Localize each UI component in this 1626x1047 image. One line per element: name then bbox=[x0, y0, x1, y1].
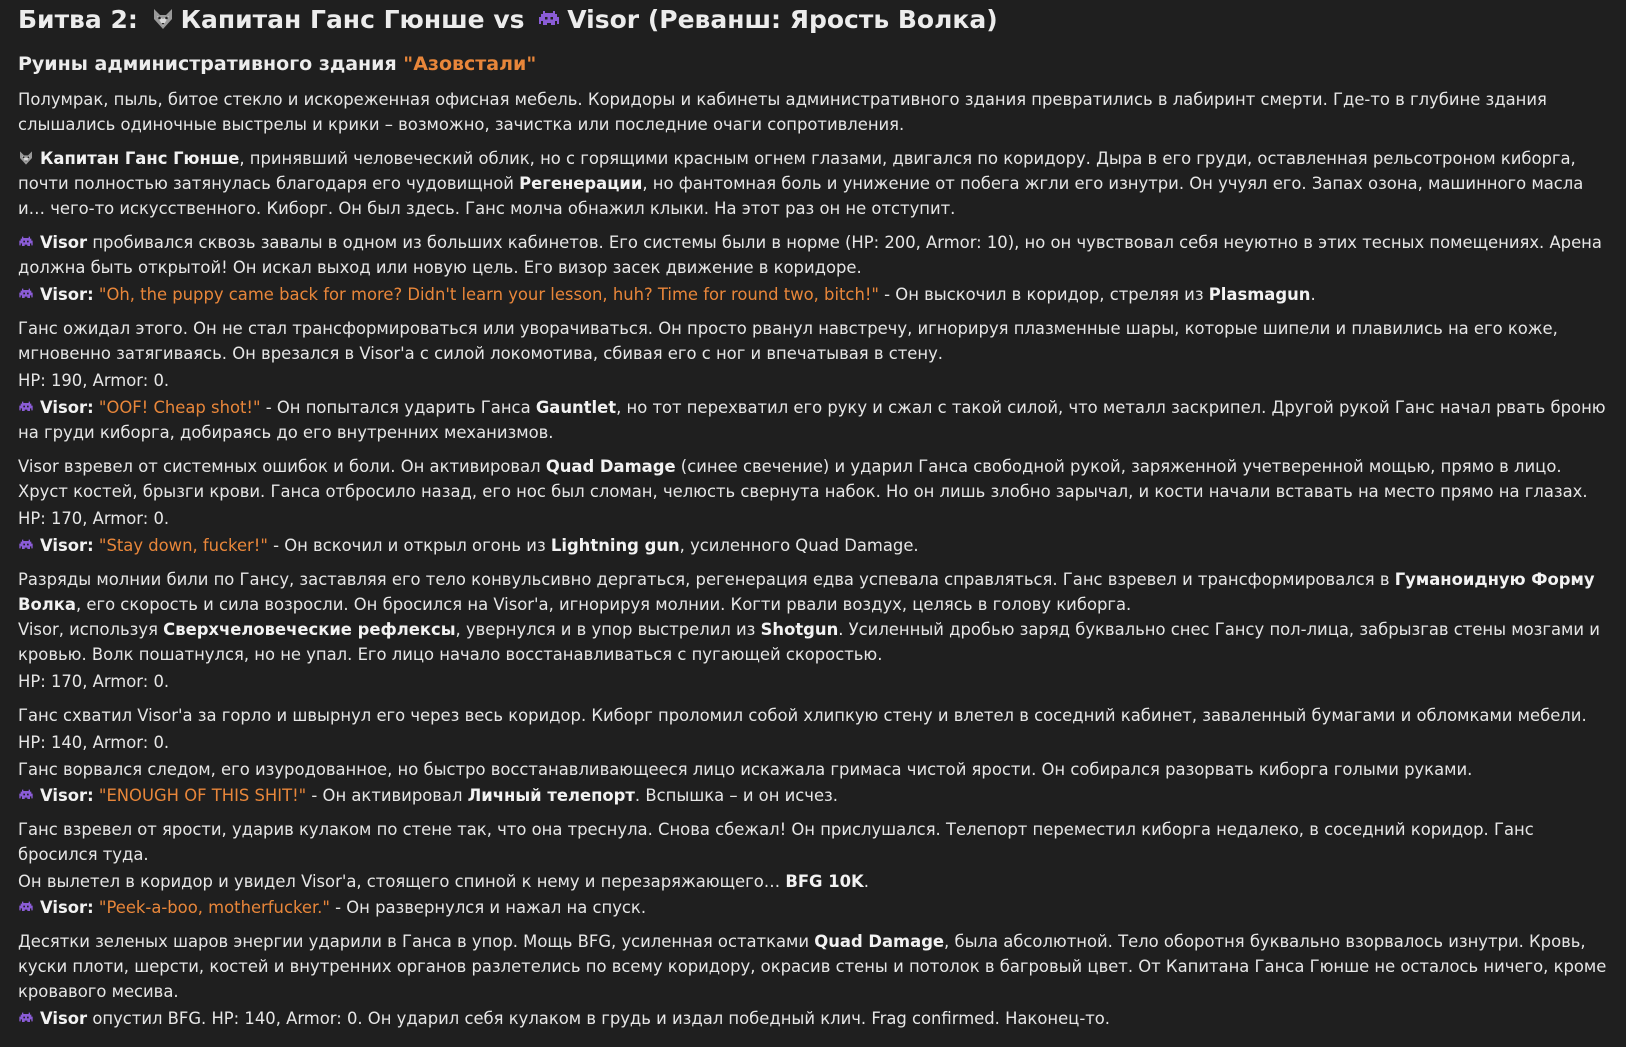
colon: : bbox=[87, 786, 94, 805]
character-name: Visor bbox=[40, 398, 88, 417]
space-invader-icon bbox=[18, 399, 34, 415]
character-name: Visor bbox=[40, 1009, 88, 1028]
quote: "OOF! Cheap shot!" bbox=[98, 398, 261, 417]
text-span: Десятки зеленых шаров энергии ударили в Ганса в упор. Мощь BFG, усиленная остатками bbox=[18, 932, 815, 951]
text-span: , принявший человеческий облик, но с горящими красным огнем глазами, двигался по коридору. Дыра в его груди, оставленная рельсотроном киборга, почти полностью затянулась благодаря его чудовищной bbox=[18, 149, 1576, 193]
location-heading bbox=[18, 51, 1608, 77]
hp-status: HP: 170, Armor: 0. bbox=[18, 672, 170, 691]
page-title bbox=[18, 0, 1608, 41]
text-span: , увернулся и в упор выстрелил из bbox=[455, 620, 761, 639]
text-span: Visor, используя bbox=[18, 620, 164, 639]
bold-term: Quad Damage bbox=[814, 932, 945, 951]
space-invader-icon bbox=[18, 234, 34, 250]
text-span: , но тот перехватил его руку и сжал с такой силой, что металл заскрипел. Другой рукой Ганс начал рвать броню на груди киборга, добираясь до его внутренних механизмов. bbox=[18, 398, 1606, 442]
wolf-face-icon bbox=[18, 150, 34, 166]
colon: : bbox=[87, 285, 94, 304]
character-name: Капитан Ганс Гюнше bbox=[40, 149, 240, 168]
quote: "Stay down, fucker!" bbox=[98, 536, 268, 555]
text-span: - Он выскочил в коридор, стреляя из bbox=[878, 285, 1209, 304]
text-span: , но фантомная боль и унижение от побега жгли его изнутри. Он учуял его. Запах озона, машинного масла и… чего-то искусственного. Киборг. Он был здесь. Ганс молча обнажил клыки. На этот раз он не отступит. bbox=[18, 174, 1584, 218]
paragraph-shotgun bbox=[18, 617, 1608, 667]
title-fighter2: Visor (Реванш: Ярость Волка) bbox=[567, 5, 998, 34]
bold-term: BFG 10K bbox=[785, 872, 864, 891]
paragraph-hunt: Ганс взревел от ярости, ударив кулаком по стене так, что она треснула. Снова сбежал! Он прислушался. Телепорт переместил киборга недалеко, в соседний коридор. Ганс бросился туда. bbox=[18, 820, 1534, 864]
colon: : bbox=[87, 536, 94, 555]
space-invader-icon bbox=[18, 537, 34, 553]
text-span: Он вылетел в коридор и увидел Visor'а, стоящего спиной к нему и перезаряжающего… bbox=[18, 872, 786, 891]
hp-status: HP: 140, Armor: 0. bbox=[18, 733, 170, 752]
character-name: Visor bbox=[40, 285, 88, 304]
text-span: . bbox=[1310, 285, 1316, 304]
bold-term: Личный телепорт bbox=[467, 786, 635, 805]
text-span: , его скорость и сила возросли. Он бросился на Visor'а, игнорируя молнии. Когти рвали воздух, целясь в голову киборга. bbox=[75, 595, 1132, 614]
text-span: Visor взревел от системных ошибок и боли. Он активировал bbox=[18, 457, 546, 476]
paragraph-visor-line-2 bbox=[18, 395, 1608, 445]
space-invader-icon bbox=[537, 7, 561, 31]
bold-term: Quad Damage bbox=[545, 457, 676, 476]
character-name: Visor bbox=[40, 536, 88, 555]
text-span: - Он попытался ударить Ганса bbox=[260, 398, 536, 417]
location-highlight: "Азовстали" bbox=[403, 53, 537, 75]
character-name: Visor bbox=[40, 233, 88, 252]
title-prefix: Битва 2: bbox=[18, 5, 138, 34]
quote: "ENOUGH OF THIS SHIT!" bbox=[98, 786, 307, 805]
text-span: (синее свечение) и ударил Ганса свободной рукой, заряженной учетверенной мощью, прямо в лицо. Хруст костей, брызги крови. Ганса отбросило назад, его нос был сломан, челюсть свернута набок. Но он лишь злобно зарычал, и кости начали вставать на место прямо на глазах. bbox=[18, 457, 1588, 501]
text-span: - Он активировал bbox=[306, 786, 468, 805]
paragraph-throw: Ганс схватил Visor'а за горло и швырнул его через весь коридор. Киборг проломил собой хлипкую стену и влетел в соседний кабинет, заваленный бумагами и обломками мебели. bbox=[18, 706, 1587, 725]
bold-term: Сверхчеловеческие рефлексы bbox=[163, 620, 456, 639]
paragraph-visor-line-4 bbox=[18, 783, 1608, 808]
paragraph-hans-charge: Ганс ожидал этого. Он не стал трансформироваться или уворачиваться. Он просто рванул навстречу, игнорируя плазменные шары, которые шипели и плавились на его коже, мгновенно затягиваясь. Он врезался в Visor'а с силой локомотива, сбивая его с ног и впечатывая в стену. bbox=[18, 319, 1558, 363]
space-invader-icon bbox=[18, 1010, 34, 1026]
quote: "Oh, the puppy came back for more? Didn't learn your lesson, huh? Time for round two, bitch!" bbox=[98, 285, 879, 304]
title-vs: vs bbox=[493, 5, 525, 34]
paragraph-visor-line-1 bbox=[18, 282, 1608, 307]
paragraph-intro: Полумрак, пыль, битое стекло и искореженная офисная мебель. Коридоры и кабинеты административного здания превратились в лабиринт смерти. Где-то в глубине здания слышались одиночные выстрелы и крики – возможно, зачистка или последние очаги сопротивления. bbox=[18, 90, 1547, 134]
location-text: Руины административного здания bbox=[18, 53, 397, 75]
text-span: Разряды молнии били по Гансу, заставляя его тело конвульсивно дергаться, регенерация едва успевала справляться. Ганс взревел и трансформировался в bbox=[18, 570, 1395, 589]
hp-status: HP: 170, Armor: 0. bbox=[18, 509, 170, 528]
character-name: Visor bbox=[40, 786, 88, 805]
text-span: , была абсолютной. Тело оборотня буквально взорвалось изнутри. Кровь, куски плоти, шерсти, костей и внутренних органов разлетелись по всему коридору, окрасив стены и потолок в багровый цвет. От Капитана Ганса Гюнше не осталось ничего, кроме кровавого месива. bbox=[18, 932, 1607, 1001]
bold-term: Plasmagun bbox=[1208, 285, 1311, 304]
paragraph-bfg-reveal bbox=[18, 869, 1608, 894]
hp-status: HP: 190, Armor: 0. bbox=[18, 371, 170, 390]
title-fighter1: Капитан Ганс Гюнше bbox=[180, 5, 485, 34]
text-span: . bbox=[863, 872, 869, 891]
text-span: - Он вскочил и открыл огонь из bbox=[267, 536, 551, 555]
bold-term: Gauntlet bbox=[535, 398, 617, 417]
paragraph-finale bbox=[18, 929, 1608, 1004]
character-name: Visor bbox=[40, 898, 88, 917]
paragraph-quad-damage bbox=[18, 454, 1608, 504]
text-span: - Он развернулся и нажал на спуск. bbox=[329, 898, 647, 917]
space-invader-icon bbox=[18, 899, 34, 915]
paragraph-visor-line-5 bbox=[18, 895, 1608, 920]
paragraph-visor-line-3 bbox=[18, 533, 1608, 558]
colon: : bbox=[87, 398, 94, 417]
paragraph-rage: Ганс ворвался следом, его изуродованное, но быстро восстанавливающееся лицо искажала гримаса чистой ярости. Он собирался разорвать киборга голыми руками. bbox=[18, 760, 1473, 779]
text-span: пробивался сквозь завалы в одном из больших кабинетов. Его системы были в норме (HP: 200, Armor: 10), но он чувствовал себя неуютно в этих тесных помещениях. Арена должна быть открытой! Он искал выход или новую цель. Его визор засек движение в коридоре. bbox=[18, 233, 1602, 277]
bold-term: Lightning gun bbox=[550, 536, 680, 555]
paragraph-victory bbox=[18, 1006, 1608, 1031]
colon: : bbox=[87, 898, 94, 917]
bold-term: Shotgun bbox=[760, 620, 839, 639]
text-span: , усиленного Quad Damage. bbox=[679, 536, 919, 555]
text-span: . Усиленный дробью заряд буквально снес Гансу пол-лица, забрызгав стены мозгами и кровью. Волк пошатнулся, но не упал. Его лицо начало восстанавливаться с пугающей скоростью. bbox=[18, 620, 1600, 664]
bold-term: Гуманоидную Форму Волка bbox=[18, 570, 1595, 614]
paragraph-visor-intro bbox=[18, 230, 1608, 280]
paragraph-wolf-transform bbox=[18, 567, 1608, 617]
wolf-face-icon bbox=[151, 7, 175, 31]
text-span: опустил BFG. HP: 140, Armor: 0. Он ударил себя кулаком в грудь и издал победный клич. Frag confirmed. Наконец-то. bbox=[87, 1009, 1111, 1028]
space-invader-icon bbox=[18, 286, 34, 302]
quote: "Peek-a-boo, motherfucker." bbox=[98, 898, 330, 917]
bold-term: Регенерации bbox=[519, 174, 643, 193]
text-span: . Вспышка – и он исчез. bbox=[634, 786, 838, 805]
space-invader-icon bbox=[18, 787, 34, 803]
paragraph-hans-intro bbox=[18, 146, 1608, 221]
